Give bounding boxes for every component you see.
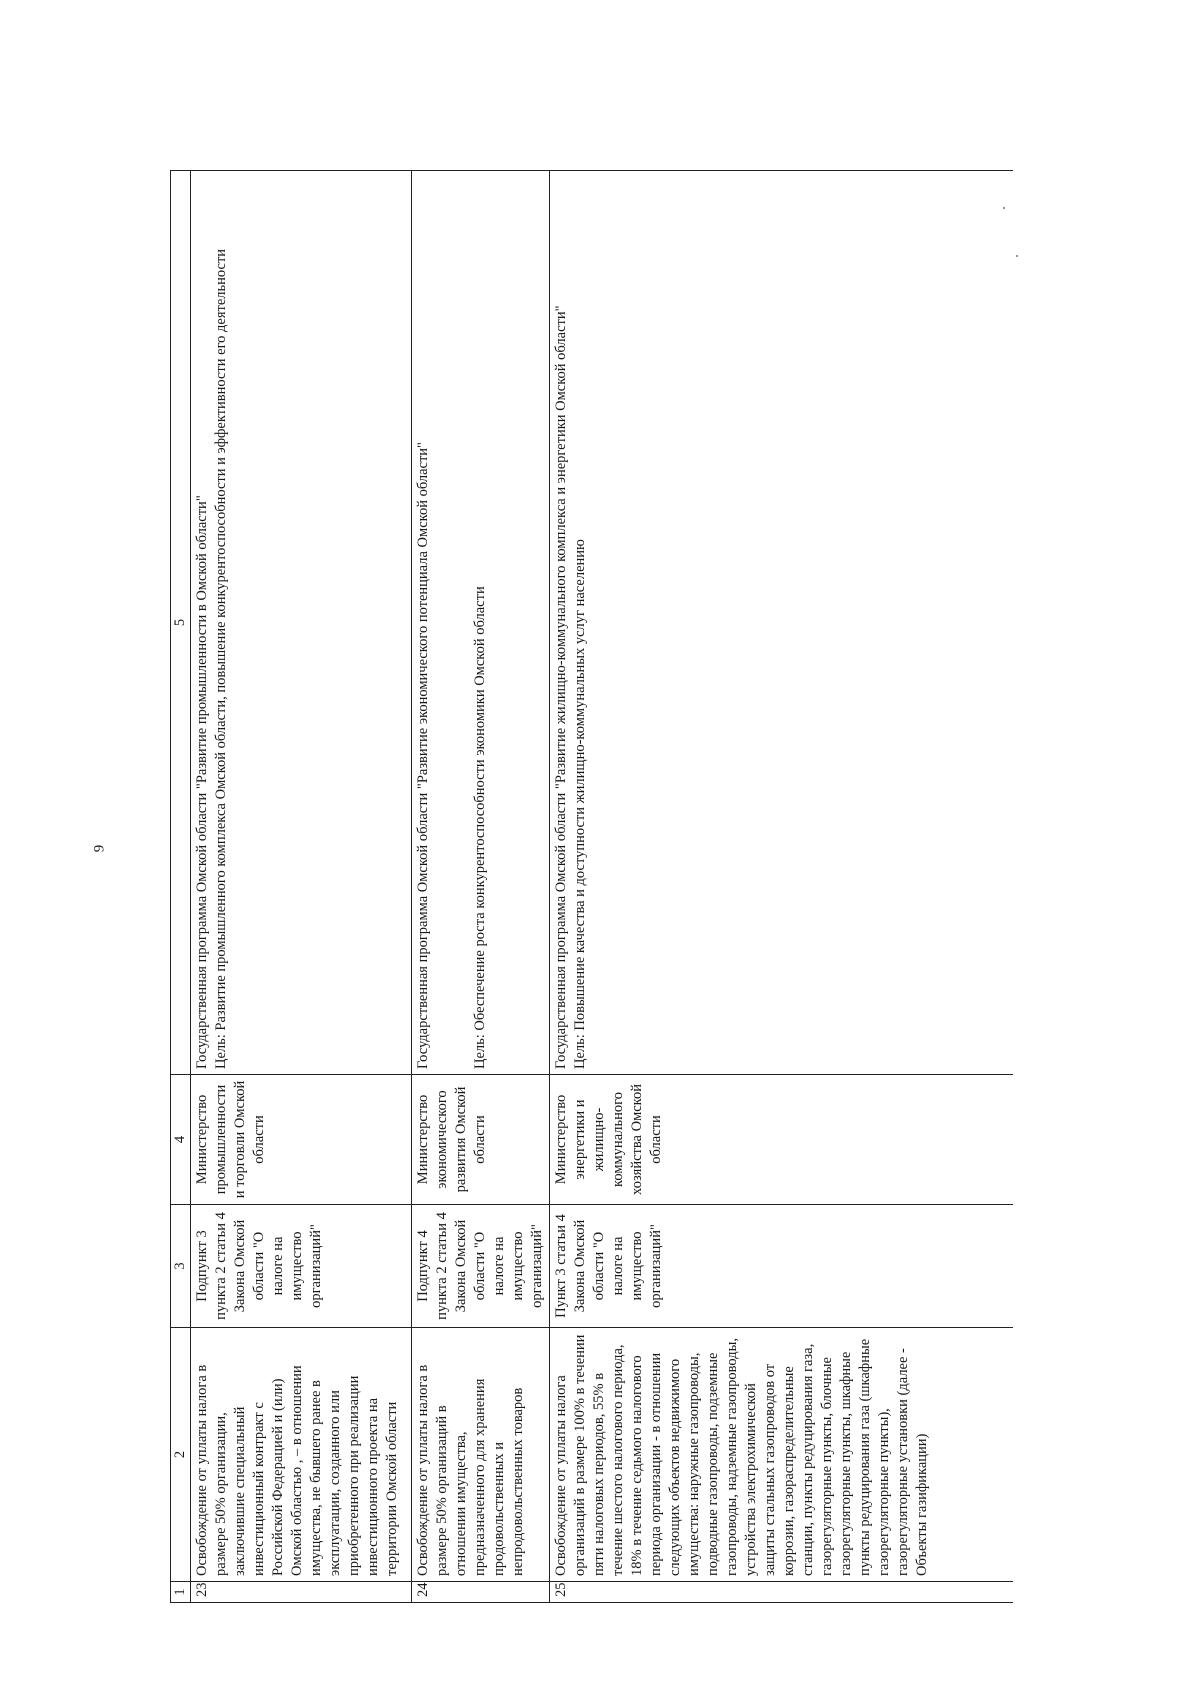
- state-program: Государственная программа Омской области "Развитие жилищно-коммунального комплекса и энергетики Омской области": [553, 305, 569, 1069]
- header-cell-4: 4: [171, 1075, 191, 1205]
- table-row: [191, 171, 412, 1603]
- table-row: [550, 171, 1014, 1603]
- row-number: 24: [412, 1582, 550, 1603]
- curator-ministry: Министерство экономического развития Омской области: [412, 1075, 550, 1205]
- table-header-row: [171, 171, 191, 1603]
- legal-basis: Подпункт 3 пункта 2 статьи 4 Закона Омской области "О налоге на имущество организаций": [191, 1205, 412, 1328]
- program-goal-cell: [412, 171, 550, 1075]
- curator-ministry: Министерство промышленности и торговли Омской области: [191, 1075, 412, 1205]
- tax-benefits-table: [170, 170, 1013, 1603]
- scan-speck: [1016, 255, 1018, 257]
- legal-basis: Подпункт 4 пункта 2 статьи 4 Закона Омской области "О налоге на имущество организаций": [412, 1205, 550, 1328]
- spacer: [433, 176, 471, 1069]
- row-number: 23: [191, 1582, 412, 1603]
- row-number: 25: [550, 1582, 1014, 1603]
- benefit-description: Освобождение от уплаты налога в размере 50% организаций в отношении имущества, предназначенного для хранения продовольственных и непродовольственных товаров: [412, 1328, 550, 1582]
- state-program: Государственная программа Омской области "Развитие экономического потенциала Омской области": [415, 442, 431, 1069]
- header-cell-3: 3: [171, 1205, 191, 1328]
- program-goal-cell: [550, 171, 1014, 1075]
- benefit-description: Освобождение от уплаты налога в размере 50% организации, заключившие специальный инвестиционный контракт с Российской Федерацией и (или) Омской областью , – в отношении имущества, не бывшего ранее в эксплуатации, созданного или приобретенного при реализации инвестиционного проекта на территории Омской области: [191, 1328, 412, 1582]
- header-cell-2: 2: [171, 1328, 191, 1582]
- curator-ministry: Министерство энергетики и жилищно-коммунального хозяйства Омской области: [550, 1075, 1014, 1205]
- legal-basis: Пункт 3 статьи 4 Закона Омской области "О налоге на имущество организаций": [550, 1205, 1014, 1328]
- benefit-description: Освобождение от уплаты налога организаций в размере 100% в течении пяти налоговых периодов, 55% в течение шестого налогового периода, 18% в течение седьмого налогового периода организации - в отношении следующих объектов недвижимого имущества: наружные газопроводы, подводные газопроводы, подземные газопроводы, надземные газопроводы, устройства электрохимической защиты стальных газопроводов от коррозии, газораспределительные станции, пункты редуцирования газа, газорегуляторные пункты, блочные газорегуляторные пункты, шкафные пункты редуцирования газа (шкафные газорегуляторные пункты), газорегуляторные установки (далее - Объекты газификации): [550, 1328, 1014, 1582]
- table-row: [412, 171, 550, 1603]
- state-program: Государственная программа Омской области "Развитие промышленности в Омской области": [194, 495, 210, 1069]
- program-goal: Цель: Развитие промышленного комплекса Омской области, повышение конкурентоспособности и эффективности его деятельности: [213, 248, 229, 1069]
- table-frame: [170, 170, 1013, 1603]
- page-number: 9: [91, 844, 108, 853]
- program-goal: Цель: Повышение качества и доступности жилищно-коммунальных услуг населению: [572, 539, 588, 1069]
- program-goal: Цель: Обеспечение роста конкурентоспособности экономики Омской области: [472, 586, 488, 1069]
- program-goal-cell: [191, 171, 412, 1075]
- header-cell-1: 1: [171, 1582, 191, 1603]
- header-cell-5: 5: [171, 171, 191, 1075]
- rotated-table-container: [170, 170, 1013, 1603]
